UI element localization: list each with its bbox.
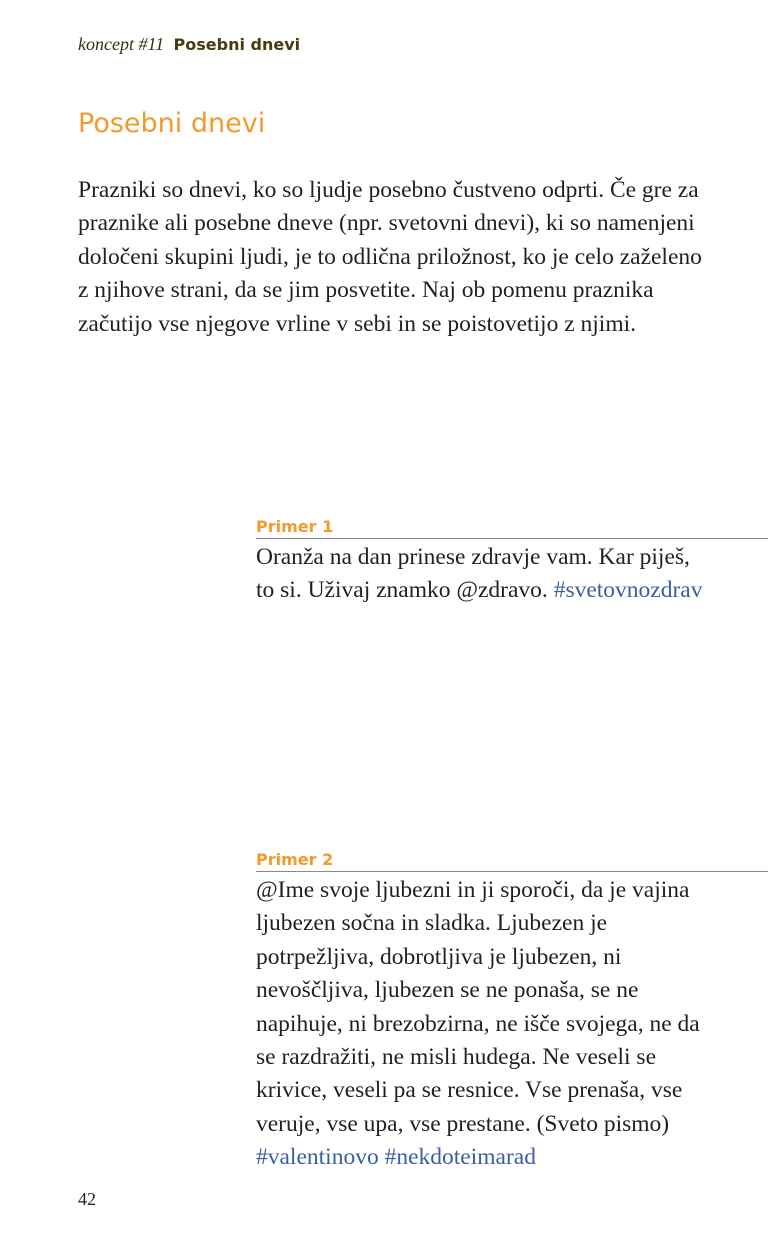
intro-paragraph: Prazniki so dnevi, ko so ljudje posebno čustveno odprti. Če gre za praznike ali posebne dneve (npr. svetovni dnevi), ki so namenjeni določeni skupini ljudi, je to odlična priložnost, ko je celo zaželeno z njihove strani, da se jim posvetite. Naj ob pomenu praznika začutijo vse njegove vrline v sebi in se poistovetijo z njimi. — [78, 177, 702, 337]
example-label: Primer 1 — [256, 516, 768, 539]
example-body: @Ime svoje ljubezni in ji sporoči, da je vajina ljubezen sočna in sladka. Ljubezen je potrpežljiva, dobrotljiva je ljubezen, ni nevoščljiva, ljubezen se ne ponaša, se ne napihuje, ni brezobzirna, ne išče svojega, ne da se razdražiti, ne misli hudega. Ne veseli se krivice, veseli pa se resnice. Vse prenaša, vse veruje, vse upa, vse prestane. (Sveto pismo) — [256, 877, 700, 1137]
example-body: Oranža na dan prinese zdravje vam. Kar piješ, to si. Uživaj znamko @zdravo. — [256, 544, 690, 604]
hashtags: #valentinovo #nekdoteimarad — [256, 1144, 536, 1171]
example-1 — [256, 516, 768, 608]
concept-number: koncept #11 — [78, 34, 165, 54]
running-head-title: Posebni dnevi — [173, 35, 301, 54]
page-number: 42 — [78, 1189, 96, 1209]
example-2 — [256, 849, 768, 1175]
example-label: Primer 2 — [256, 849, 768, 872]
page-title: Posebni dnevi — [78, 108, 266, 139]
example-text — [256, 874, 706, 1175]
hashtags: #svetovnozdrav — [553, 577, 703, 604]
example-text — [256, 541, 706, 608]
running-head — [78, 33, 300, 56]
